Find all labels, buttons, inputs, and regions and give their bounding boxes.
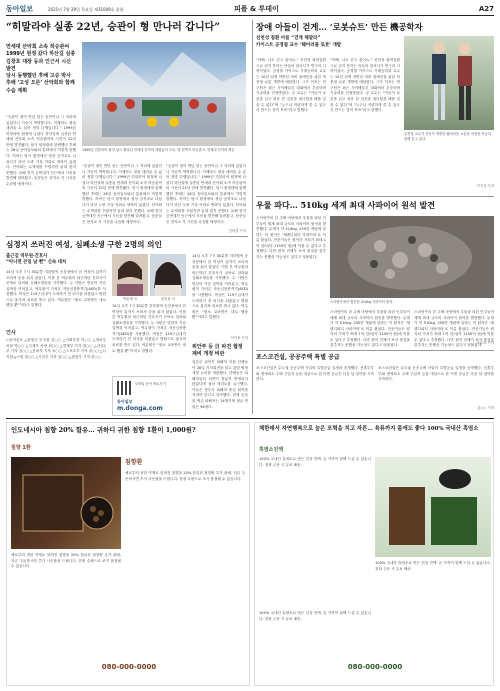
ad2-body: 100% 국내산 흑염소로 만든 건강 진액. 온 가족이 함께 드실 수 있습니다. 전화 주문 시 무료 배송. <box>259 457 371 467</box>
story4-byline: 이기욱 기자 <box>476 184 494 188</box>
ad-black-goat <box>254 422 494 686</box>
robot-suit-photo <box>404 36 494 130</box>
ad1-product-photo <box>11 457 121 549</box>
story4-headline: 장애 아들이 걷게… ‘로봇슈트’ 만든 機공학자 <box>256 22 423 32</box>
story4-subheads: 선천성 질환 아들 “걷게 해달라” 카이스트 공경철 교수 ‘웨어러블 로봇’ 개발 <box>256 36 342 48</box>
story2-body-col2: 14일 오후 7시 30분쯤 지하철역 승강장에서 한 여성이 갑자기 쓰러져 숨을 쉬지 않았다. 이를 본 역무원과 퇴근하던 간호사가 곧바로 달려와 심폐소생술을 시작했다. 두 사람은 번갈아 가슴 압박을 이어갔고, 역무원이 가져온 자동심장충격기(AED)를 사용했다. 여성은 119구급대가 도착하기 전 의식을 되찾았고 병원으로 옮겨져 치료를 받고 있다. 역무원은 “평소 교육받은 대로 했을 뿐”이라고 말했다. <box>192 254 248 320</box>
story2-photo-right <box>150 254 186 296</box>
newspaper-logo: 동아일보 <box>6 5 34 13</box>
story2-body-col3: 14일 오후 7시 30분쯤 지하철역 승강장에서 한 여성이 갑자기 쓰러져 숨을 쉬지 않았다. 이를 본 역무원과 퇴근하던 간호사가 곧바로 달려와 심폐소생술을 시작했다. 두 사람은 번갈아 가슴 압박을 이어갔고, 역무원이 가져온 자동심장충격기(AED)를 사용했다. 여성은 119구급대가 도착하기 전 의식을 되찾았고 병원으로 옮겨져 치료를 받고 있다. 역무원은 “평소 교육받은 대로 했을 뿐”이라고 말했다. <box>112 304 186 353</box>
personnel-notice-body: ◇동아일보 △편집국 부국장 김○○ △사회부장 이○○ △정치부 차장 박○○ △국제부 차장 최○○ △경제부 기자 정○○ △산업1부 기자 강○○ △문화부 기자 조○○ △스포츠부 기자 윤○○ △디지털뉴스팀 장○○ △사진부 기자 임○○ △편집부 기자 한○○ <box>6 338 106 359</box>
story1-body-col2: “승관이 형이 반년 넘는 동안이나 그 자리에 있었다니 가슴이 먹먹합니다. 이제라도 형을 데려올 수 있어 정말 다행입니다.” 1999년 히말라야 원정에 나섰다 하산길에 실종된 연세대 산악회 소속 허승관씨의 시신이 22년 만에 발견됐다. 당시 원정대에 함께했던 후배는 28일 동아일보와의 통화에서 이렇게 말했다. 허씨는 당시 원정에서 정상 공격조로 나섰다가 하산 도중 기상 악화로 연락이 끊겼다. 산악회는 수색대를 꾸렸지만 끝내 찾지 못했다. 올해 현지 등반대가 인근에서 시신을 발견해 알려왔고, 동문들은 현지로 가 시신을 수습할 예정이다. <box>82 164 162 224</box>
ad1-phone[interactable]: 080-000-0000 <box>101 663 157 671</box>
ad1-body: 예로부터 귀한 약재로 알려진 침향을 20% 함유한 침향환 특가 판매. 지금 주문하시면 추가 사은품을 드립니다. 한정 수량으로 조기 품절될 수 있습니다. <box>125 471 245 481</box>
product-box-photo <box>11 457 121 549</box>
story1-photo <box>82 42 246 146</box>
story2-photo-left <box>112 254 148 296</box>
column-divider <box>252 20 253 414</box>
story3-headline: 위안부 등 日 파견 협정 제비 개정 비판 <box>192 344 243 357</box>
ad2-headline: 체한데서 자연행복으로 늘은 포혁을 치고 자른… 육류까지 몸에도 좋다 100% 국내산 흑염소 <box>259 426 479 432</box>
story6-body: 포스코건설은 수도권 공공주택 사업의 특별공급 일정을 공개했다. 신혼부부와 생애최초 주택 구입자 등을 대상으로 한 이번 공급은 다음 달 청약을 시작한다. <box>256 366 374 382</box>
ad1-product-name: 침향환 <box>125 459 143 466</box>
section-title: 피플 & 투데이 <box>234 5 279 13</box>
story5-caption: 스리랑카에서 발견된 510kg 사파이어 원석. <box>330 300 394 304</box>
ad2-product-photo <box>375 457 491 557</box>
story4-caption: 공경철 교수가 자신이 개발한 웨어러블 로봇을 착용한 아들과 함께 걷고 있다. <box>404 132 491 141</box>
personnel-notice-title: 인사 <box>6 330 16 336</box>
story5-headline: 우물 파다… 510kg 세계 최대 사파이어 원석 발견 <box>256 200 435 210</box>
story2-name-right: 한지윤 씨 <box>161 297 175 301</box>
promo-brand: 동아일보 <box>117 399 133 404</box>
sapphire-photo <box>330 216 494 298</box>
mountain-group-photo <box>82 42 246 146</box>
portrait-photo <box>112 254 148 296</box>
mobile-promo-box <box>112 376 186 416</box>
ad1-body-lower: 예로부터 귀한 약재로 알려진 침향을 20% 함유한 침향환 특가 판매. 지금 주문하시면 추가 사은품을 드립니다. 한정 수량으로 조기 품절될 수 있습니다. <box>11 553 121 569</box>
story5-body-col3: 스리랑카의 한 주택 마당에서 우물을 파던 인부들이 세계 최대 규모의 사파이어 원석을 발견했다. 무게가 약 510kg, 250만 캐럿에 달하는 이 원석은 ‘세렌디피티 사파이어’로 이름 붙었다. 전문가들은 원석의 가치가 최대 1억 달러(약 1150억 원)에 이를 수 있다고 추정했다. 다만 원석 전체가 보석 품질을 갖추지는 못했을 가능성도 있다고 덧붙였다. <box>414 310 494 348</box>
ad-separator <box>6 418 494 419</box>
story5-byline: 조유라 기자 <box>476 341 494 345</box>
story1-headline: “히말라야 실종 22년, 승관이 형 만나러 갑니다” <box>6 22 221 33</box>
story6-body-col2: 포스코건설은 수도권 공공주택 사업의 특별공급 일정을 공개했다. 신혼부부와 생애최초 주택 구입자 등을 대상으로 한 이번 공급은 다음 달 청약을 시작한다. <box>378 366 494 382</box>
ad2-brand: 흑염소진액 <box>259 447 284 453</box>
ad1-brand: 침향 1환 <box>11 445 31 451</box>
story4-body-col2: “아빠, 나도 걷고 싶어요.” 선천성 희귀질환으로 걷지 못하는 아들의 한마디가 연구의 시작이었다. 공경철 카이스트 기계공학과 교수는 10년 넘게 하반신 마비 장애인을 위한 착용형 로봇 개발에 매달렸다. 그가 이끄는 연구팀은 최근 사이배슬론 대회에서 우승하며 기술력을 인정받았다. 공 교수는 “아들이 로봇을 입고 처음 한 걸음을 내디뎠을 때를 잊을 수 없다”며 “누구나 저렴하게 쓸 수 있도록 만드는 것이 목표”라고 말했다. <box>330 58 400 113</box>
story1-body: “승관이 형이 반년 넘는 동안이나 그 자리에 있었다니 가슴이 먹먹합니다. 이제라도 형을 데려올 수 있어 정말 다행입니다.” 1999년 히말라야 원정에 나섰다 하산길에 실종된 연세대 산악회 소속 허승관씨의 시신이 22년 만에 발견됐다. 당시 원정대에 함께했던 후배는 28일 동아일보와의 통화에서 이렇게 말했다. 허씨는 당시 원정에서 정상 공격조로 나섰다가 하산 도중 기상 악화로 연락이 끊겼다. 산악회는 수색대를 꾸렸지만 끝내 찾지 못했다. 올해 현지 등반대가 인근에서 시신을 발견해 알려왔고, 동문들은 현지로 가 시신을 수습할 예정이다. <box>6 115 76 186</box>
qr-label: 모바일 동아 바로가기 <box>135 382 166 386</box>
story2-body: 14일 오후 7시 30분쯤 지하철역 승강장에서 한 여성이 갑자기 쓰러져 숨을 쉬지 않았다. 이를 본 역무원과 퇴근하던 간호사가 곧바로 달려와 심폐소생술을 시작했다. 두 사람은 번갈아 가슴 압박을 이어갔고, 역무원이 가져온 자동심장충격기(AED)를 사용했다. 여성은 119구급대가 도착하기 전 의식을 되찾았고 병원으로 옮겨져 치료를 받고 있다. 역무원은 “평소 교육받은 대로 했을 뿐”이라고 말했다. <box>6 270 106 308</box>
story6-byline: 김○○ 기자 <box>477 406 494 410</box>
ad2-phone[interactable]: 080-000-0000 <box>347 663 403 671</box>
story1-subheads: 연세대 산악회 소속 허승관씨 1999년 원정 갔다 하산길 실종 김창호 대장 등과 인근서 시신 발견 당시 동행했던 후배 고승 박사 후배 ‘고성 오른’ 산악회와 함께 수습 계획 <box>6 44 76 94</box>
story2-headline: 심정지 쓰러진 여성, 심폐소생 구한 2명의 의인 <box>6 240 162 249</box>
story2-byline: 이지윤 기자 <box>230 336 248 340</box>
story5-photo <box>330 216 494 298</box>
story4-body: “아빠, 나도 걷고 싶어요.” 선천성 희귀질환으로 걷지 못하는 아들의 한마디가 연구의 시작이었다. 공경철 카이스트 기계공학과 교수는 10년 넘게 하반신 마비 장애인을 위한 착용형 로봇 개발에 매달렸다. 그가 이끄는 연구팀은 최근 사이배슬론 대회에서 우승하며 기술력을 인정받았다. 공 교수는 “아들이 로봇을 입고 처음 한 걸음을 내디뎠을 때를 잊을 수 없다”며 “누구나 저렴하게 쓸 수 있도록 만드는 것이 목표”라고 말했다. <box>256 58 326 113</box>
story6-headline: 포스코건설, 공공주택 특별 공급 <box>256 354 340 361</box>
story1-caption: 1999년 히말라야 원정 당시 촬영된 연세대 산악회 대원들의 모습. 맨 왼쪽이 허승관씨. 연세대 산악회 제공 <box>82 148 235 152</box>
story5-body-col2: 스리랑카의 한 주택 마당에서 우물을 파던 인부들이 세계 최대 규모의 사파이어 원석을 발견했다. 무게가 약 510kg, 250만 캐럿에 달하는 이 원석은 ‘세렌디피티 사파이어’로 이름 붙었다. 전문가들은 원석의 가치가 최대 1억 달러(약 1150억 원)에 이를 수 있다고 추정했다. 다만 원석 전체가 보석 품질을 갖추지는 못했을 가능성도 있다고 덧붙였다. <box>330 310 410 348</box>
story5-body: 스리랑카의 한 주택 마당에서 우물을 파던 인부들이 세계 최대 규모의 사파이어 원석을 발견했다. 무게가 약 510kg, 250만 캐럿에 달하는 이 원석은 ‘세렌디피티 사파이어’로 이름 붙었다. 전문가들은 원석의 가치가 최대 1억 달러(약 1150억 원)에 이를 수 있다고 추정했다. 다만 원석 전체가 보석 품질을 갖추지는 못했을 가능성도 있다고 덧붙였다. <box>256 216 326 259</box>
story4-photo <box>404 36 494 130</box>
goat-product-photo <box>375 457 491 557</box>
story1-body-col3: “승관이 형이 반년 넘는 동안이나 그 자리에 있었다니 가슴이 먹먹합니다. 이제라도 형을 데려올 수 있어 정말 다행입니다.” 1999년 히말라야 원정에 나섰다 하산길에 실종된 연세대 산악회 소속 허승관씨의 시신이 22년 만에 발견됐다. 당시 원정대에 함께했던 후배는 28일 동아일보와의 통화에서 이렇게 말했다. 허씨는 당시 원정에서 정상 공격조로 나섰다가 하산 도중 기상 악화로 연락이 끊겼다. 산악회는 수색대를 꾸렸지만 끝내 찾지 못했다. 올해 현지 등반대가 인근에서 시신을 발견해 알려왔고, 동문들은 현지로 가 시신을 수습할 예정이다. <box>166 164 246 224</box>
divider <box>6 236 248 237</box>
masthead <box>6 4 494 16</box>
story1-byline: 김하경 기자 <box>228 229 246 233</box>
divider <box>256 350 494 351</box>
promo-url[interactable]: m.donga.com <box>117 405 163 412</box>
ad2-body-lower: 100% 국내산 흑염소로 만든 건강 진액. 온 가족이 함께 드실 수 있습니다. 전화 주문 시 무료 배송. <box>259 611 371 621</box>
portrait-photo <box>150 254 186 296</box>
qr-code-icon <box>117 381 131 395</box>
story2-name-left: 박윤재 씨 <box>123 297 137 301</box>
ad1-headline: 인도네시아 침향 20% 함유… 귀하디 귀한 침향 1환이 1,000원? <box>11 426 196 434</box>
story3-body: 일본군 위안부 피해자 지원 단체들이 28일 기자회견을 열고 관련 협정 개정 논의를 비판했다. 단체들은 피해자들의 의견이 충분히 반영되지 않았다며 절차 재검토를 요구했다. 이들은 정부가 피해자 중심 원칙을 지켜야 한다고 강조했다. 현재 등록된 생존 피해자는 14명이며 평균 연령은 94세다. <box>192 360 248 409</box>
ad2-body-right: 100% 국내산 흑염소로 만든 건강 진액. 온 가족이 함께 드실 수 있습니다. 전화 주문 시 무료 배송. <box>375 561 491 571</box>
ad-agarwood <box>6 422 250 686</box>
issue-date: 2021년 7월 29일 목요일 제31009호 종합 <box>48 7 124 12</box>
story2-subheads: 출근길 역무원·간호사 “아니면 큰일 날 뻔” 신속 대처 <box>6 254 67 266</box>
page-number: A27 <box>478 5 494 13</box>
divider <box>256 196 494 197</box>
